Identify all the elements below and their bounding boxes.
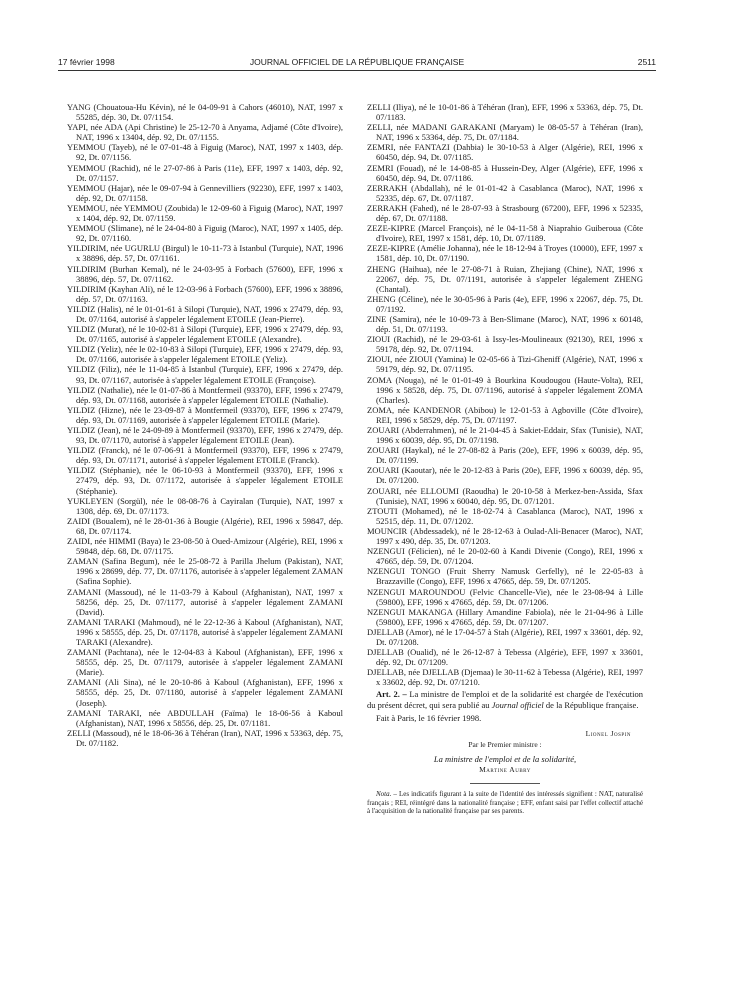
decree-entry: ZAMAN (Safina Begum), née le 25-08-72 à Parilla Jhelum (Pakistan), NAT, 1996 x 28699, dép. 77, Dt. 07/1176, autorisée à s'appeler légalement ZAMAN (Safina Sophie). <box>67 556 343 587</box>
note-divider <box>470 783 540 784</box>
decree-entry: ZOUARI (Abderrahmen), né le 21-04-45 à Sakiet-Eddair, Sfax (Tunisie), NAT, 1996 x 60039, dép. 95, Dt. 07/1198. <box>367 425 643 446</box>
decree-entry: ZAMANI (Pachtana), née le 12-04-83 à Kaboul (Afghanistan), EFF, 1996 x 58555, dép. 25, Dt. 07/1179, autorisée à s'appeler légalement ZAMANI (Marie). <box>67 647 343 678</box>
journal-title: JOURNAL OFFICIEL DE LA RÉPUBLIQUE FRANÇAISE <box>249 57 465 67</box>
decree-entry: ZOMA, née KANDENOR (Abibou) le 12-01-53 à Agboville (Côte d'Ivoire), REI, 1996 x 58529, dép. 75, Dt. 07/1197. <box>367 404 643 425</box>
decree-entry: ZHENG (Céline), née le 30-05-96 à Paris (4e), EFF, 1996 x 22067, dép. 75, Dt. 07/1192. <box>367 293 643 314</box>
article-end: de la République française. <box>545 699 639 710</box>
right-column <box>367 102 643 816</box>
decree-entry: ZOMA (Nouga), né le 01-01-49 à Bourkina Koudougou (Haute-Volta), REI, 1996 x 58528, dép. 75, Dt. 07/1196, autorisé à s'appeler légalement ZOMA (Charles). <box>367 374 643 405</box>
decree-entry: ZOUARI, née ELLOUMI (Raoudha) le 20-10-58 à Merkez-ben-Assida, Sfax (Tunisie), NAT, 1996 x 60040, dép. 95, Dt. 07/1201. <box>367 485 643 506</box>
decree-entry: YILDIZ (Hizne), née le 23-09-87 à Montfermeil (93370), EFF, 1996 x 27479, dép. 93, Dt. 07/1169, autorisée à s'appeler légalement ETOILE (Marie). <box>67 404 343 425</box>
decree-entry: YEMMOU (Tayeb), né le 07-01-48 à Figuig (Maroc), NAT, 1997 x 1403, dép. 92, Dt. 07/1156. <box>67 142 343 163</box>
decree-entry: MOUNCIR (Abdessadek), né le 28-12-63 à Oulad-Ali-Benacer (Maroc), NAT, 1997 x 490, dép. 35, Dt. 07/1203. <box>367 525 643 547</box>
decree-entry: YILDIRIM (Burhan Kemal), né le 24-03-95 à Forbach (57600), EFF, 1996 x 38896, dép. 57, Dt. 07/1162. <box>67 263 343 284</box>
decree-entry: YILDIZ (Stéphanie), née le 06-10-93 à Montfermeil (93370), EFF, 1996 x 27479, dép. 93, Dt. 07/1172, autorisée à s'appeler légalement ETOILE (Stéphanie). <box>67 465 343 496</box>
minister-title: La ministre de l'emploi et de la solidarité, <box>433 753 577 764</box>
left-column <box>67 102 343 748</box>
decree-entry: NZENGUI (Félicien), né le 20-02-60 à Kandi Divenie (Congo), REI, 1996 x 47665, dép. 59, Dt. 07/1204. <box>367 546 643 567</box>
page-header <box>58 57 656 71</box>
decree-entry: ZERRAKH (Fahed), né le 28-07-93 à Strasbourg (67200), EFF, 1996 x 52335, dép. 67, Dt. 07/1188. <box>367 202 643 224</box>
decree-entry: YAPI, née ADA (Api Christine) le 25-12-70 à Anyama, Adjamé (Côte d'Ivoire), NAT, 1996 x 13404, dép. 92, Dt. 07/1155. <box>67 122 343 143</box>
decree-entry: ZAIDI (Boualem), né le 28-01-36 à Bougie (Algérie), REI, 1996 x 59847, dép. 68, Dt. 07/1174. <box>67 515 343 536</box>
decree-entry: YEMMOU (Rachid), né le 27-07-86 à Paris (11e), EFF, 1997 x 1403, dép. 92, Dt. 07/1157. <box>67 162 343 183</box>
article-label: Art. 2. – <box>376 689 407 700</box>
decree-entry: YILDIZ (Halis), né le 01-01-61 à Silopi (Turquie), NAT, 1996 x 27479, dép. 93, Dt. 07/1164, autorisé à s'appeler légalement ETOILE (Jean-Pierre). <box>67 303 343 324</box>
right-column-entries <box>367 102 643 687</box>
decree-entry: ZHENG (Haihua), née le 27-08-71 à Ruian, Zhejiang (Chine), NAT, 1996 x 22067, dép. 75, Dt. 07/1191, autorisée à s'appeler légalement ZHENG (Chantal). <box>367 263 643 294</box>
decree-entry: ZEMRI (Fouad), né le 14-08-85 à Hussein-Dey, Alger (Algérie), EFF, 1996 x 60450, dép. 94, Dt. 07/1186. <box>367 162 643 183</box>
decree-entry: ZELLI (Massoud), né le 18-06-36 à Téhéran (Iran), NAT, 1996 x 53363, dép. 75, Dt. 07/1182. <box>67 727 343 748</box>
header-divider <box>58 70 656 71</box>
decree-entry: NZENGUI MAKANGA (Hillary Amandine Fabiola), née le 21-04-96 à Lille (59800), EFF, 1996 x 47665, dép. 59, Dt. 07/1207. <box>367 606 643 627</box>
minister-name: Martine Aubry <box>479 765 531 774</box>
decree-entry: ZERRAKH (Abdallah), né le 01-01-42 à Casablanca (Maroc), NAT, 1996 x 52335, dép. 67, Dt. 07/1187. <box>367 182 643 203</box>
journal-name: Journal officiel <box>491 699 544 710</box>
decree-entry: ZELLI, née MADANI GARAKANI (Maryam) le 08-05-57 à Téhéran (Iran), NAT, 1996 x 53364, dép. 75, Dt. 07/1184. <box>367 122 643 143</box>
decree-entry: YANG (Chouatoua-Hu Kévin), né le 04-09-91 à Cahors (46010), NAT, 1997 x 55285, dép. 30, Dt. 07/1154. <box>67 102 343 123</box>
decree-entry: ZEZE-KIPRE (Amélie Johanna), née le 18-12-94 à Troyes (10000), EFF, 1997 x 1581, dép. 10, Dt. 07/1190. <box>367 243 643 264</box>
decree-entry: ZIOUI, née ZIOUI (Yamina) le 02-05-66 à Tizi-Gheniff (Algérie), NAT, 1996 x 59179, dép. 92, Dt. 07/1195. <box>367 354 643 375</box>
decree-entry: ZAIDI, née HIMMI (Baya) le 23-08-50 à Oued-Amizour (Algérie), REI, 1996 x 59848, dép. 68, Dt. 07/1175. <box>67 536 343 557</box>
decree-entry: YILDIZ (Jean), né le 24-09-89 à Montfermeil (93370), EFF, 1996 x 27479, dép. 93, Dt. 07/1170, autorisé à s'appeler légalement ETOILE (Jean). <box>67 425 343 446</box>
decree-entry: ZIOUI (Rachid), né le 29-03-61 à Issy-les-Moulineaux (92130), REI, 1996 x 59178, dép. 92, Dt. 07/1194. <box>367 334 643 355</box>
decree-entry: YILDIZ (Filiz), née le 11-04-85 à Istanbul (Turquie), EFF, 1996 x 27479, dép. 93, Dt. 07/1167, autorisée à s'appeler légalement ETOILE (Françoise). <box>67 364 343 385</box>
signed-at: Fait à Paris, le 16 février 1998. <box>376 712 482 723</box>
publication-date: 17 février 1998 <box>58 57 115 67</box>
decree-entry: YUKLEYEN (Sorgül), née le 08-08-76 à Cayiralan (Turquie), NAT, 1997 x 1308, dép. 69, Dt. 07/1173. <box>67 495 343 516</box>
note-text: – Les indicatifs figurant à la suite de l'identité des intéressés signifient : NAT, naturalisé français ; REI, réintégré dans la nationalité française ; EFF, enfant saisi par l'effet collectif attaché à l'acquisition de la nationalité française par ses parents. <box>367 790 644 816</box>
decree-entry: DJELLAB, née DJELLAB (Djemaa) le 30-11-62 à Tebessa (Algérie), REI, 1997 x 33602, dép. 92, Dt. 07/1210. <box>367 667 643 688</box>
decree-entry: YEMMOU, née YEMMOU (Zoubida) le 12-09-60 à Figuig (Maroc), NAT, 1997 x 1404, dép. 92, Dt. 07/1159. <box>67 202 343 224</box>
decree-entry: YILDIRIM (Kayhan Ali), né le 12-03-96 à Forbach (57600), EFF, 1996 x 38896, dép. 57, Dt. 07/1163. <box>67 283 343 304</box>
decree-entry: YEMMOU (Slimane), né le 24-04-80 à Figuig (Maroc), NAT, 1997 x 1405, dép. 92, Dt. 07/1160. <box>67 223 343 244</box>
decree-entry: ZAMANI (Ali Sina), né le 20-10-86 à Kaboul (Afghanistan), EFF, 1996 x 58555, dép. 25, Dt. 07/1180, autorisé à s'appeler légalement ZAMANI (Joseph). <box>67 677 343 708</box>
decree-entry: ZELLI (Iliya), né le 10-01-86 à Téhéran (Iran), EFF, 1996 x 53363, dép. 75, Dt. 07/1183. <box>367 102 643 123</box>
decree-entry: NZENGUI TONGO (Fruit Sherry Namusk Gerfelly), né le 22-05-83 à Brazzaville (Congo), EFF, 1996 x 47665, dép. 59, Dt. 07/1205. <box>367 566 643 587</box>
decree-entry: ZAMANI TARAKI, née ABDULLAH (Faïma) le 18-06-56 à Kaboul (Afghanistan), NAT, 1996 x 58556, dép. 25, Dt. 07/1181. <box>67 707 343 728</box>
decree-entry: ZEZE-KIPRE (Marcel François), né le 04-11-58 à Niaprahio Guiberoua (Côte d'Ivoire), REI, 1997 x 1581, dép. 10, Dt. 07/1189. <box>367 223 643 244</box>
decree-entry: ZOUARI (Kaoutar), née le 20-12-83 à Paris (20e), EFF, 1996 x 60039, dép. 95, Dt. 07/1200. <box>367 465 643 486</box>
decree-entry: ZINE (Samira), née le 10-09-73 à Ben-Slimane (Maroc), NAT, 1996 x 60148, dép. 51, Dt. 07/1193. <box>367 313 643 335</box>
decree-entry: DJELLAB (Oualid), né le 26-12-87 à Tebessa (Algérie), EFF, 1997 x 33601, dép. 92, Dt. 07/1209. <box>367 647 643 668</box>
decree-entry: ZAMANI (Massoud), né le 11-03-79 à Kaboul (Afghanistan), NAT, 1997 x 58256, dép. 25, Dt. 07/1177, autorisé à s'appeler légalement ZAMANI (David). <box>67 586 343 617</box>
decree-entry: YILDIRIM, née UGURLU (Birgul) le 10-11-73 à Istanbul (Turquie), NAT, 1996 x 38896, dép. 57, Dt. 07/1161. <box>67 243 343 264</box>
decree-entry: NZENGUI MAROUNDOU (Felvic Chancelle-Vie), née le 23-08-94 à Lille (59800), EFF, 1996 x 47665, dép. 59, Dt. 07/1206. <box>367 586 643 607</box>
article-2 <box>367 689 643 709</box>
decree-entry: YILDIZ (Yeliz), née le 02-10-83 à Silopi (Turquie), EFF, 1996 x 27479, dép. 93, Dt. 07/1166, autorisée à s'appeler légalement ETOILE (Yeliz). <box>67 344 343 365</box>
decree-entry: ZAMANI TARAKI (Mahmoud), né le 22-12-36 à Kaboul (Afghanistan), NAT, 1996 x 58555, dép. 25, Dt. 07/1178, autorisé à s'appeler légalement ZAMANI TARAKI (Alexandre). <box>67 616 343 647</box>
decree-entry: YEMMOU (Hajar), née le 09-07-94 à Gennevilliers (92230), EFF, 1997 x 1403, dép. 92, Dt. 07/1158. <box>67 182 343 203</box>
decree-entry: ZEMRI, née FANTAZI (Dahbia) le 30-10-53 à Alger (Algérie), REI, 1996 x 60450, dép. 94, Dt. 07/1185. <box>367 142 643 163</box>
decree-entry: ZTOUTI (Mohamed), né le 18-02-74 à Casablanca (Maroc), NAT, 1996 x 52515, dép. 11, Dt. 07/1202. <box>367 505 643 526</box>
decree-entry: YILDIZ (Nathalie), née le 01-07-86 à Montfermeil (93370), EFF, 1996 x 27479, dép. 93, Dt. 07/1168, autorisée à s'appeler légalement ETOILE (Nathalie). <box>67 384 343 405</box>
article-text: La ministre de l'emploi et de la solidarité est chargée de l'exécution du présent décret, qui sera publié au <box>367 689 644 710</box>
page-number: 2511 <box>637 57 656 67</box>
decree-entry: YILDIZ (Franck), né le 07-06-91 à Montfermeil (93370), EFF, 1996 x 27479, dép. 93, Dt. 07/1171, autorisé à s'appeler légalement ETOILE (Franck). <box>67 445 343 466</box>
by-line: Par le Premier ministre : <box>468 739 542 749</box>
decree-entry: ZOUARI (Haykal), né le 27-08-82 à Paris (20e), EFF, 1996 x 60039, dép. 95, Dt. 07/1199. <box>367 445 643 466</box>
decree-entry: DJELLAB (Amor), né le 17-04-57 à Stah (Algérie), REI, 1997 x 33601, dép. 92, Dt. 07/1208. <box>367 626 643 647</box>
prime-minister-name: Lionel Jospin <box>585 728 631 738</box>
note-label: Nota. <box>376 790 392 799</box>
nota-note <box>367 790 643 816</box>
decree-entry: YILDIZ (Murat), né le 10-02-81 à Silopi (Turquie), EFF, 1996 x 27479, dép. 93, Dt. 07/1165, autorisé à s'appeler légalement ETOILE (Alexandre). <box>67 324 343 345</box>
